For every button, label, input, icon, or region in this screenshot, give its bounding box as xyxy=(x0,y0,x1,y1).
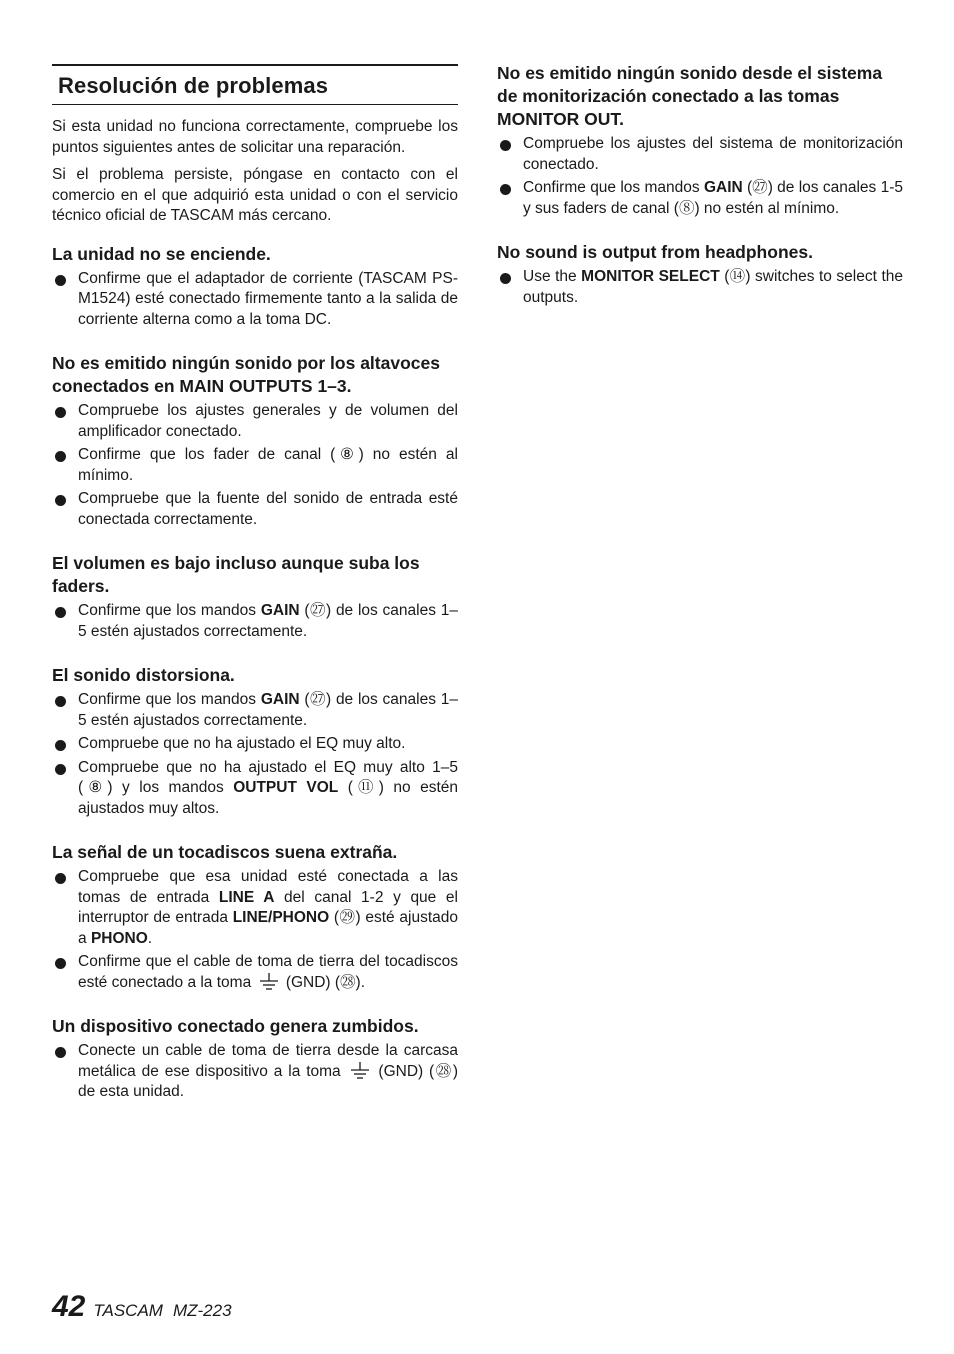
control-name: LINE A xyxy=(218,888,275,906)
right-column xyxy=(497,62,903,330)
solution-text: (GND) (㉘). xyxy=(281,973,366,991)
solution-text: (GND) (㉘) de esta unidad. xyxy=(78,1062,458,1100)
solution-text: Confirme que los mandos xyxy=(78,691,261,708)
troubleshooting-group xyxy=(52,243,458,331)
section-title: Resolución de problemas xyxy=(58,73,329,98)
control-name: GAIN xyxy=(703,179,743,196)
troubleshooting-group xyxy=(52,352,458,530)
solution-text: . xyxy=(147,929,153,947)
solution-item xyxy=(52,867,458,949)
solution-text: Compruebe los ajustes del sistema de monitorización conectado. xyxy=(523,135,903,173)
bullet-icon xyxy=(55,607,66,618)
solution-text: Confirme que el adaptador de corriente (TASCAM PS-M1524) esté conectado firmemente tanto a la salida de corriente alterna como a la toma DC. xyxy=(78,269,458,328)
bullet-icon xyxy=(500,273,511,284)
solution-item xyxy=(52,269,458,331)
intro-paragraph-1: Si esta unidad no funciona correctamente, compruebe los puntos siguientes antes de solicitar una reparación. xyxy=(52,118,458,156)
problem-heading: La señal de un tocadiscos suena extraña. xyxy=(52,842,398,862)
page-number: 42 xyxy=(52,1290,86,1323)
bullet-icon xyxy=(55,1047,66,1058)
solution-item xyxy=(497,178,903,219)
bullet-icon xyxy=(55,451,66,462)
solution-list xyxy=(52,690,458,819)
solution-item xyxy=(52,734,458,755)
solution-text: (⑭) switches to select the outputs. xyxy=(523,268,903,306)
footer-brand: TASCAM xyxy=(93,1301,163,1320)
solution-list xyxy=(52,601,458,642)
solution-list xyxy=(497,267,903,308)
solution-text: Confirme que los fader de canal (⑧) no estén al mínimo. xyxy=(78,446,458,484)
solution-item xyxy=(52,952,458,993)
solution-text: Compruebe que esa unidad esté conectada a las tomas de entrada xyxy=(78,868,458,906)
section-title-box xyxy=(52,64,458,105)
troubleshooting-groups-left xyxy=(52,243,458,1103)
solution-list xyxy=(52,867,458,993)
problem-heading: El sonido distorsiona. xyxy=(52,665,235,685)
troubleshooting-group xyxy=(497,241,903,308)
solution-text: (⑪) no estén ajustados muy altos. xyxy=(78,779,459,817)
solution-item xyxy=(52,1041,458,1103)
troubleshooting-group xyxy=(52,841,458,993)
bullet-icon xyxy=(55,764,66,775)
solution-list xyxy=(497,134,903,219)
solution-text: Compruebe que no ha ajustado el EQ muy alto 1–5 (⑧) y los mandos xyxy=(78,758,458,796)
solution-item xyxy=(52,601,458,642)
solution-text: Confirme que los mandos xyxy=(523,179,704,196)
solution-item xyxy=(52,690,458,731)
bullet-icon xyxy=(500,184,511,195)
control-name: LINE/PHONO xyxy=(232,909,330,926)
troubleshooting-groups-right xyxy=(497,62,903,308)
control-name: MONITOR SELECT xyxy=(581,268,720,285)
solution-item xyxy=(497,267,903,308)
left-column xyxy=(52,64,458,1125)
ground-icon xyxy=(258,973,280,991)
control-name: GAIN xyxy=(260,602,300,619)
troubleshooting-group xyxy=(52,1015,458,1103)
bullet-icon xyxy=(55,740,66,751)
bullet-icon xyxy=(55,495,66,506)
troubleshooting-group xyxy=(497,62,903,219)
solution-text: del canal 1-2 y que el interruptor de entrada xyxy=(78,888,458,926)
solution-text: (㉗) de los canales 1–5 estén ajustados correctamente. xyxy=(78,602,459,640)
solution-item xyxy=(497,134,903,175)
solution-list xyxy=(52,269,458,331)
solution-item xyxy=(52,758,458,820)
solution-text: Compruebe que no ha ajustado el EQ muy alto. xyxy=(78,735,406,752)
solution-item xyxy=(52,401,458,442)
solution-list xyxy=(52,401,458,530)
solution-text: Compruebe los ajustes generales y de volumen del amplificador conectado. xyxy=(78,402,458,440)
intro-paragraph-2: Si el problema persiste, póngase en contacto con el comercio en el que adquirió esta unidad o con el servicio técnico oficial de TASCAM más cercano. xyxy=(52,166,458,224)
footer-model: MZ-223 xyxy=(172,1301,232,1320)
page-footer xyxy=(52,1290,242,1324)
solution-text: Confirme que los mandos xyxy=(78,602,261,619)
problem-heading: No es emitido ningún sonido por los altavoces conectados en MAIN OUTPUTS 1–3. xyxy=(52,353,440,396)
bullet-icon xyxy=(55,696,66,707)
problem-heading: El volumen es bajo incluso aunque suba los faders. xyxy=(52,553,420,596)
problem-heading: No es emitido ningún sonido desde el sistema de monitorización conectado a las tomas MONITOR OUT. xyxy=(497,63,883,129)
solution-list xyxy=(52,1041,458,1103)
solution-text: (㉗) de los canales 1–5 estén ajustados correctamente. xyxy=(78,691,459,729)
solution-item xyxy=(52,489,458,530)
ground-icon xyxy=(349,1062,371,1080)
bullet-icon xyxy=(55,958,66,969)
solution-text: Compruebe que la fuente del sonido de entrada esté conectada correctamente. xyxy=(78,490,458,528)
control-name: PHONO xyxy=(90,929,148,947)
problem-heading: No sound is output from headphones. xyxy=(497,242,813,262)
troubleshooting-group xyxy=(52,664,458,819)
solution-text: Confirme que el cable de toma de tierra del tocadiscos esté conectado a la toma xyxy=(78,953,458,991)
solution-text: Use the xyxy=(523,268,582,285)
bullet-icon xyxy=(55,275,66,286)
control-name: OUTPUT VOL xyxy=(233,779,339,796)
problem-heading: Un dispositivo conectado genera zumbidos. xyxy=(52,1016,419,1036)
bullet-icon xyxy=(55,873,66,884)
problem-heading: La unidad no se enciende. xyxy=(52,243,271,264)
bullet-icon xyxy=(55,407,66,418)
solution-text: (㉙) esté ajustado a xyxy=(78,909,458,947)
solution-text: Conecte un cable de toma de tierra desde la carcasa metálica de ese dispositivo a la toma xyxy=(78,1042,458,1080)
solution-text: (㉗) de los canales 1-5 y sus faders de canal (⑧) no estén al mínimo. xyxy=(523,179,903,217)
control-name: GAIN xyxy=(260,691,300,708)
bullet-icon xyxy=(500,140,511,151)
solution-item xyxy=(52,445,458,486)
troubleshooting-group xyxy=(52,552,458,642)
